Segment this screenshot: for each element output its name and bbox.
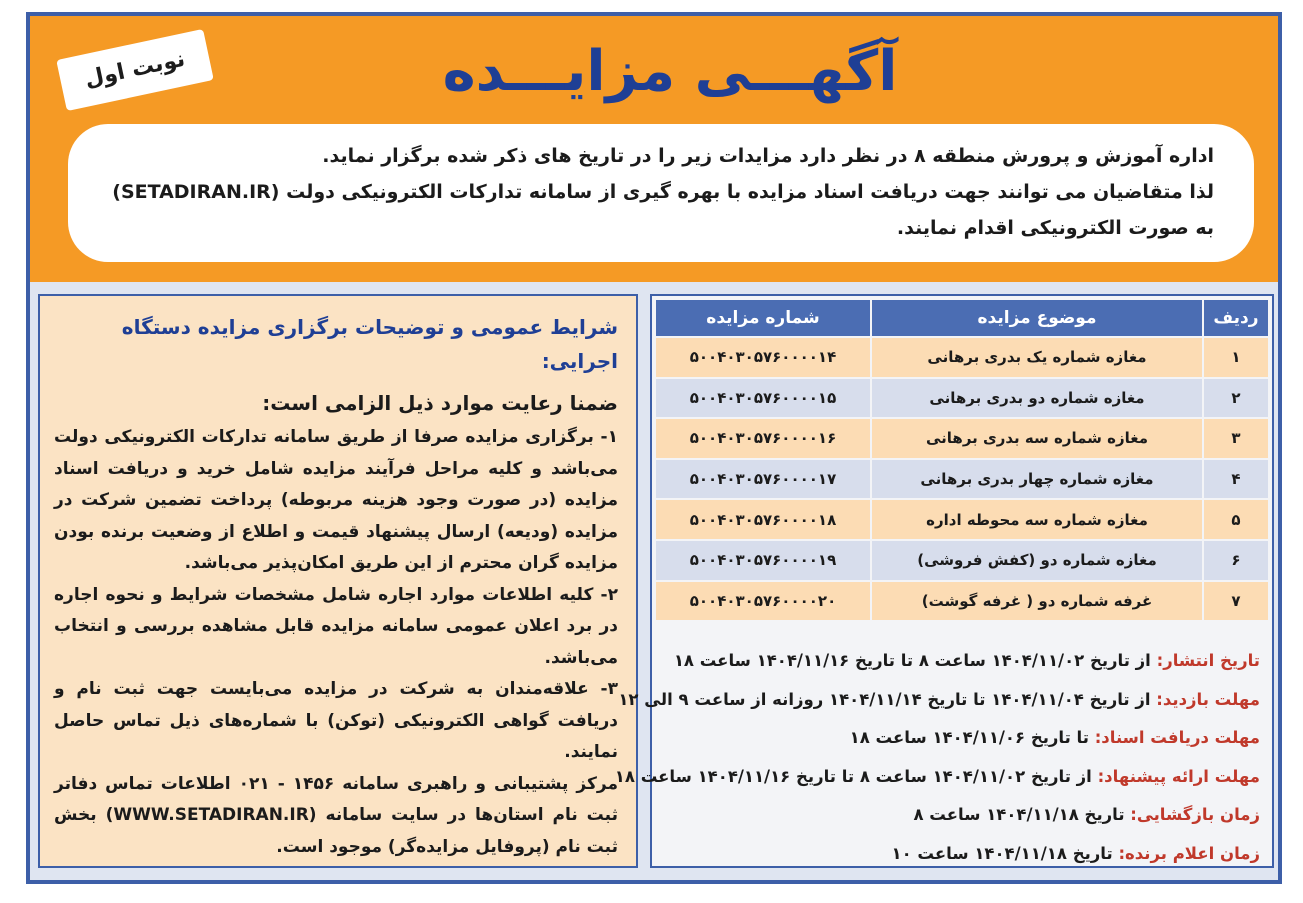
subject-cell: مغازه شماره سه محوطه اداره [872,500,1202,539]
column-header-row-number: ردیف [1204,300,1268,336]
row-number-cell: ۶ [1204,541,1268,580]
schedule-value: تاریخ ۱۴۰۴/۱۱/۱۸ ساعت ۸ [913,805,1125,825]
subject-cell: مغازه شماره چهار بدری برهانی [872,460,1202,499]
condition-paragraph: مرکز پشتیبانی و راهبری سامانه ۱۴۵۶ - ۰۲۱ اطلاعات تماس دفاتر ثبت نام استان‌ها در سایت سامانه (WWW.SETADIRAN.IR) بخش ثبت نام (پروفایل مزایده‌گر) موجود است. [54,773,618,857]
row-number-cell: ۷ [1204,582,1268,621]
row-number-cell: ۲ [1204,379,1268,418]
auction-number-cell: ۵۰۰۴۰۳۰۵۷۶۰۰۰۰۱۹ [656,541,870,580]
table-row [656,541,1268,580]
table-row [656,338,1268,377]
schedule-item [618,681,1260,720]
subject-cell: مغازه شماره دو (کفش فروشی) [872,541,1202,580]
auction-number-cell: ۵۰۰۴۰۳۰۵۷۶۰۰۰۰۱۶ [656,419,870,458]
schedule-label: زمان اعلام برنده: [1118,843,1260,863]
column-header-auction-number: شماره مزایده [656,300,870,336]
row-number-cell: ۵ [1204,500,1268,539]
table-row [656,582,1268,621]
header-banner [30,16,1278,282]
schedule-item [660,796,1260,835]
conditions-heading: شرایط عمومی و توضیحات برگزاری مزایده دستگاه اجرایی: [121,315,618,373]
table-row [656,500,1268,539]
notice-frame [26,12,1282,884]
schedule-item [660,835,1260,874]
intro-line: به صورت الکترونیکی اقدام نمایند. [896,217,1214,239]
auction-number-cell: ۵۰۰۴۰۳۰۵۷۶۰۰۰۰۱۴ [656,338,870,377]
row-number-cell: ۳ [1204,419,1268,458]
row-number-cell: ۴ [1204,460,1268,499]
auction-number-cell: ۵۰۰۴۰۳۰۵۷۶۰۰۰۰۱۷ [656,460,870,499]
condition-paragraph: ۱- برگزاری مزایده صرفا از طریق سامانه تدارکات الکترونیکی دولت می‌باشد و کلیه مراحل فرآیند مزایده شامل خرید و دریافت اسناد مزایده (در صورت وجود هزینه مربوطه) پرداخت تضمین شرکت در مزایده (ودیعه) ارسال پیشنهاد قیمت و اطلاع از وضعیت برنده بودن مزایده گران محترم از این طریق امکان‌پذیر می‌باشد. [54,427,618,573]
page-title: آگهـــی مزایـــده [442,39,898,104]
schedule-value: از تاریخ ۱۴۰۴/۱۱/۰۲ ساعت ۸ تا تاریخ ۱۴۰۴/۱۱/۱۶ ساعت ۱۸ [673,651,1151,670]
intro-line: اداره آموزش و پرورش منطقه ۸ در نظر دارد مزایدات زیر را در تاریخ های ذکر شده برگزار نماید. [322,145,1214,167]
condition-paragraph: ۲- کلیه اطلاعات موارد اجاره شامل مشخصات شرایط و نحوه اجاره در برد اعلان عمومی سامانه مزایده قابل مشاهده بررسی و انتخاب می‌باشد. [54,584,618,668]
schedule-label: مهلت بازدید: [1156,689,1260,709]
auction-panel [614,294,1274,868]
table-row [656,379,1268,418]
auction-number-cell: ۵۰۰۴۰۳۰۵۷۶۰۰۰۰۲۰ [656,582,870,621]
schedule-value: از تاریخ ۱۴۰۴/۱۱/۰۴ تا تاریخ ۱۴۰۴/۱۱/۱۴ روزانه از ساعت ۹ الی ۱۲ [618,689,1151,709]
row-number-cell: ۱ [1204,338,1268,377]
auction-table [654,298,1270,622]
schedule-label: تاریخ انتشار: [1156,651,1260,670]
schedule-label: مهلت دریافت اسناد: [1094,728,1260,748]
schedule-list [614,642,1260,874]
schedule-item [660,642,1260,681]
schedule-value: تاریخ ۱۴۰۴/۱۱/۱۸ ساعت ۱۰ [891,843,1113,863]
round-badge: نوبت اول [56,29,214,111]
condition-paragraph: ۳- علاقه‌مندان به شرکت در مزایده می‌بایست جهت ثبت نام و دریافت گواهی الکترونیکی (توکن) با شماره‌های ذیل تماس حاصل نمایند. [54,679,618,762]
subject-cell: مغازه شماره دو بدری برهانی [872,379,1202,418]
subject-cell: مغازه شماره یک بدری برهانی [872,338,1202,377]
schedule-value: از تاریخ ۱۴۰۴/۱۱/۰۲ ساعت ۸ تا تاریخ ۱۴۰۴/۱۱/۱۶ ساعت ۱۸ [614,766,1092,786]
table-header-row [656,300,1268,336]
conditions-panel [38,294,638,868]
table-row [656,460,1268,499]
schedule-value: تا تاریخ ۱۴۰۴/۱۱/۰۶ ساعت ۱۸ [849,728,1089,748]
schedule-label: مهلت ارائه پیشنهاد: [1097,766,1260,786]
schedule-label: زمان بازگشایی: [1130,805,1260,825]
schedule-item [614,758,1260,797]
auction-number-cell: ۵۰۰۴۰۳۰۵۷۶۰۰۰۰۱۸ [656,500,870,539]
intro-box [68,124,1254,262]
subject-cell: غرفه شماره دو ( غرفه گوشت) [872,582,1202,621]
auction-number-cell: ۵۰۰۴۰۳۰۵۷۶۰۰۰۰۱۵ [656,379,870,418]
conditions-subheading: ضمنا رعایت موارد ذیل الزامی است: [262,391,618,415]
subject-cell: مغازه شماره سه بدری برهانی [872,419,1202,458]
schedule-item [660,719,1260,758]
intro-line: لذا متقاضیان می توانند جهت دریافت اسناد مزایده با بهره گیری از سامانه تدارکات الکترونیکی دولت (SETADIRAN.IR) [112,181,1214,203]
column-header-subject: موضوع مزایده [872,300,1202,336]
table-row [656,419,1268,458]
